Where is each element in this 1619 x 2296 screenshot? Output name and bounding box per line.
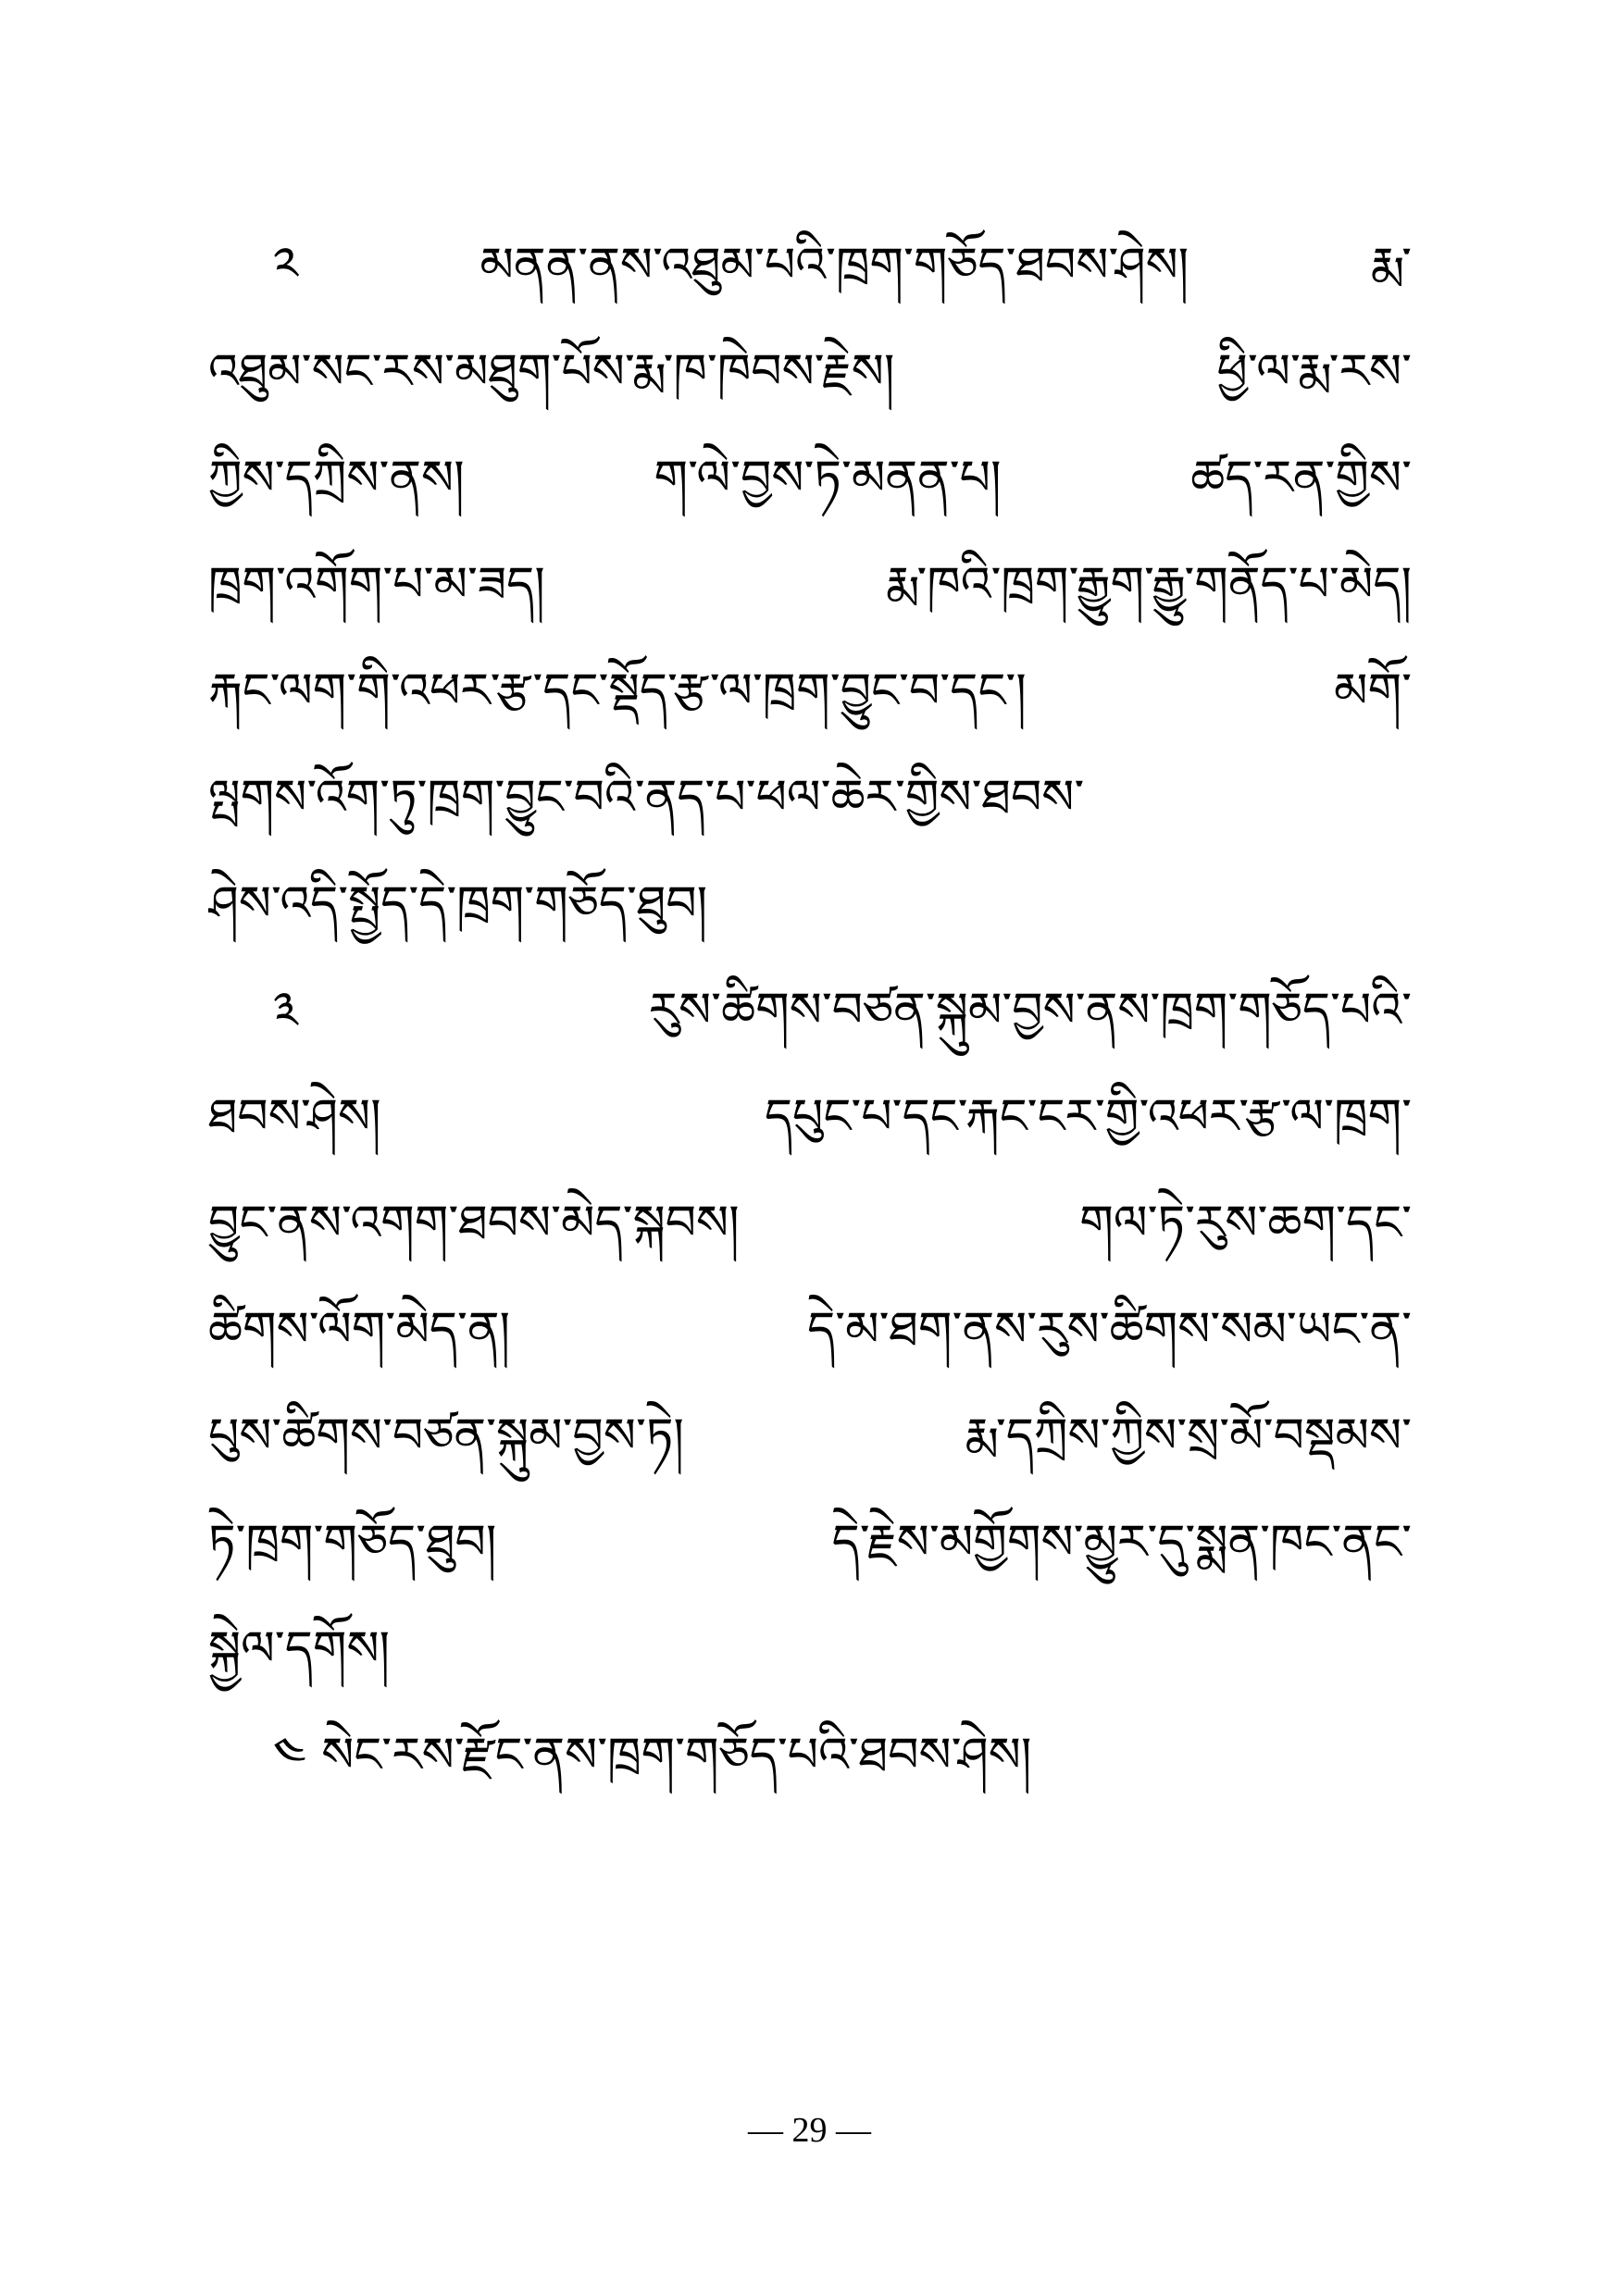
paragraph-line: ༣ རུས་ཚིགས་བཙན་སྐུམ་བྱས་ནས་ཁྲག་གཅོད་པའི་: [273, 983, 1412, 1038]
paragraph-line: ཁྲག་འགོག་པ་མ་ཟད། རྨ་ཁའི་ཁྲག་རྒྱུག་རྒྱུ་གནོད་པ་མེད།: [208, 557, 1412, 613]
paragraph-line: ཚིགས་ལོག་མེད་ན། དེ་མ་ཐག་ནས་རུས་ཚིགས་སམ་ཡང་ན་: [208, 1302, 1412, 1358]
paragraph-line: རྐང་ལག་གི་འཕར་རྩ་དང་སྡོད་རྩ་ལ་ཁྲག་བྱུང་བ་དང་། མགོ་: [208, 664, 1412, 719]
page-number: — 29 —: [748, 2111, 871, 2150]
paragraph-line: བྱུང་ནས་འགག་ཐབས་མེད་སྐབས། གལ་ཏེ་རུས་ཆག་དང་: [208, 1196, 1412, 1251]
paragraph-line: ཐབས་ཤེས། དཔུང་པ་དང་རྐང་ངར་གྱི་འཕར་རྩ་ལ་ཁྲག་: [208, 1089, 1412, 1145]
paragraph-line: སྐྱེལ་དགོས།: [208, 1621, 391, 1677]
paragraph-line: ༤ སེང་རས་རྫོང་ནས་ཁྲག་གཅོད་པའི་ཐབས་ཤེས།: [273, 1728, 1032, 1783]
body-text: [208, 213, 1412, 1809]
paragraph-line: པུས་ཚིགས་བཙན་སྐུམ་བྱས་ཏེ། རྨ་དཀྲིས་ཀྱིས་སྲ་མོ་བསྡམས་: [208, 1409, 1412, 1464]
paragraph-line: ཤེས་འདི་སྤྱོད་དེ་ཁྲག་གཅོད་ཐུབ།: [208, 876, 708, 932]
paragraph-line: ཏེ་ཁྲག་གཅོད་ཐུབ། དེ་རྗེས་མགྱོགས་མྱུར་དུ་སྨན་ཁང་ནང་: [208, 1515, 1412, 1570]
paragraph-line: ལྤགས་འོག་ཏུ་ཁྲག་བྱུང་བའི་ནད་པ་ཕལ་ཆེར་གྱིས་ཐབས་: [208, 770, 1085, 825]
paragraph-line: འཐུམ་སང་རས་མཐུག་པོས་རྨ་ཁ་ཁེབས་རྗེས། ཕྱི་ལ་རྨ་རས་: [208, 344, 1412, 400]
paragraph-line: ཀྱིས་དཀྲིས་ནས། ག་ལེ་བྱས་ཏེ་མནན་པ། ཚད་རན་གྱིས་: [208, 451, 1412, 506]
paragraph-line: ༢ མནན་ནས་འཐུམ་པའི་ཁྲག་གཅོད་ཐབས་ཤེས། རྨ་: [273, 238, 1412, 293]
